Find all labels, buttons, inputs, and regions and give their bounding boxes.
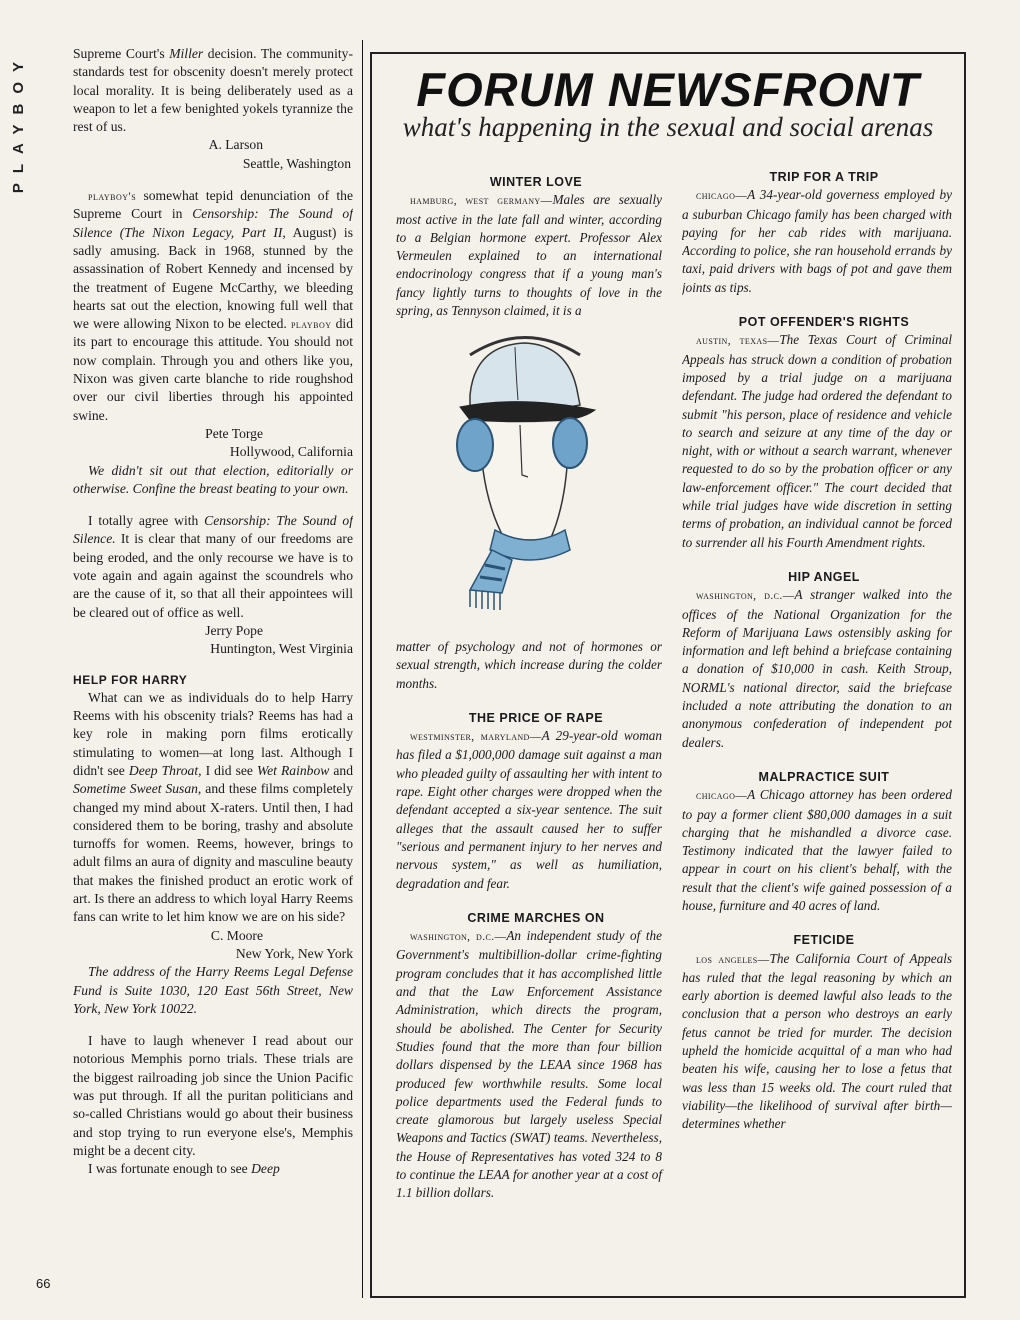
letter-paragraph: I have to laugh whenever I read about our notorious Memphis porno trials. These trials are the biggest railroading job since the Union Pacific was put through. If all the puritan politicians and so-called Christians would go about their business and stop trying to run everyone else's, Memphis might be a decent city. xyxy=(73,1033,353,1158)
letters-column xyxy=(73,45,353,1290)
column-rule xyxy=(362,40,363,1298)
letter-signature: Jerry Pope Huntington, West Virginia xyxy=(205,622,353,657)
news-headline: MALPRACTICE SUIT xyxy=(758,769,890,784)
news-item-winter-love-continued xyxy=(396,638,662,693)
news-body: washington, d.c.—An independent study of the Government's multibillion-dollar crime-fighting program concludes that it has accomplished little and that the Law Enforcement Assistance Administration, which directs the program, should be abolished. The Center for Security Studies found that the more than four billion dollars dispensed by the LEAA since 1968 has produced few worthwhile results. Some local police departments used the Federal funds to create glamorous but largely useless Special Weapons and Tactics (SWAT) teams. Nevertheless, the House of Representatives has voted 324 to 8 to continue the LEAA for another year at a cost of 1.1 billion dollars. xyxy=(396,928,662,1201)
newsfront-column-left xyxy=(396,173,662,336)
newsfront-column-right xyxy=(682,168,952,1288)
news-body: westminster, maryland—A 29-year-old woman has filed a $1,000,000 damage suit against a man who pleaded guilty of assaulting her with intent to rape. Eight other charges were dropped when the defendant accepted a six-year sentence. The suit alleges that the assault caused her to suffer "serious and permanent injury to her nerves and nervous system," as well as humiliation, degradation and fear. xyxy=(396,728,662,891)
news-headline: THE PRICE OF RAPE xyxy=(468,710,604,725)
news-item-winter-love xyxy=(396,173,662,320)
news-headline: WINTER LOVE xyxy=(489,175,583,189)
letter-paragraph: Supreme Court's Miller decision. The community-standards test for obscenity doesn't merely protect local morality. It is being deliberately used as a weapon to let a few benighted yokels tyrannize the rest of us. xyxy=(73,46,353,135)
news-headline: TRIP FOR A TRIP xyxy=(769,170,879,184)
news-headline: HIP ANGEL xyxy=(788,569,860,584)
news-item-hip-angel xyxy=(682,568,952,752)
news-headline: POT OFFENDER'S RIGHTS xyxy=(738,315,910,330)
section-title: FORUM NEWSFRONT xyxy=(416,63,920,116)
letter-signature: C. Moore New York, New York xyxy=(210,927,353,961)
news-body: matter of psychology and not of hormones or sexual strength, which increase during the colder months. xyxy=(396,639,662,691)
news-headline: FETICIDE xyxy=(793,933,855,948)
news-body: chicago—A Chicago attorney has been ordered to pay a former client $80,000 damages in a suit charging that he mishandled a divorce case. Testimony indicated that the lawyer failed to appear in court on his client's behalf, with the result that the client's wife gained possession of a house, furniture and 40 acres of land. xyxy=(682,787,952,913)
earmuffs-man-illustration xyxy=(430,325,600,615)
letter-paragraph: I was fortunate enough to see Deep xyxy=(88,1161,280,1177)
news-headline: CRIME MARCHES ON xyxy=(467,910,605,925)
news-item-crime-marches-on xyxy=(396,909,662,1203)
letter-paragraph: I totally agree with Censorship: The Sound of Silence. It is clear that many of our freedoms are being eroded, and the only recourse we have is to vote again and again against the scoundrels who are the cause of it, so that all their appointees will be cleared out of office as well. xyxy=(73,513,353,620)
news-item-price-of-rape xyxy=(396,709,662,893)
editor-response: The address of the Harry Reems Legal Defense Fund is Suite 1030, 120 East 56th Street, New York, New York 10022. xyxy=(73,964,353,1016)
letter-paragraph: What can we as individuals do to help Harry Reems with his obscenity trials? Reems has had a key role in making porn films erotically stimulating to women—at long last. Although I didn't see Deep Throat, I did see Wet Rainbow and Sometime Sweet Susan, and these films completely changed my mind about X-raters. Until then, I had considered them to be boring, trashy and absolute turnoffs for women. Reems, however, brings to adult films an aura of dignity and masculine beauty that makes the finished product an erotic work of art. Is there an address to which loyal Harry Reems fans can write to let him know we are on his side? xyxy=(73,689,353,925)
letter-signature: A. Larson Seattle, Washington xyxy=(208,137,351,171)
news-body: chicago—A 34-year-old governess employed by a suburban Chicago family has been charged with paying for her cab rides with marijuana. According to police, she ran household errands by taxi, paid drivers with bags of pot and gave them joints as tips. xyxy=(682,187,952,295)
news-body: los angeles—The California Court of Appeals has ruled that the legal reasoning by which an early abortion is deemed lawful also leads to the conclusion that a person who destroys an early fetus cannot be tried for murder. The decision upheld the homicide acquittal of a man who had beaten his wife, causing her to lose a fetus that was less than 15 weeks old. The court ruled that viability—the likelihood of survival after birth—determines whether xyxy=(682,950,952,1132)
magazine-brand-vertical: PLAYBOY xyxy=(10,52,27,194)
letter-signature: Pete Torge Hollywood, California xyxy=(205,425,353,460)
letter-heading: HELP FOR HARRY xyxy=(73,672,188,687)
section-subtitle: what's happening in the sexual and social arenas xyxy=(402,112,934,142)
news-body: austin, texas—The Texas Court of Criminal Appeals has struck down a condition of probation imposed by a trial judge on a marijuana defendant. The judge had ordered the defendant to submit "his person, place of residence and vehicle to search and seizure at any time of the day or night, with or without a search warrant, whenever requested to do so by the probation officer or any law-enforcement officer." The court decided that while trial judges have wide discretion in setting terms of probation, an individual cannot be forced to surrender all his Fourth Amendment rights. xyxy=(682,332,952,550)
page-number: 66 xyxy=(36,1276,51,1291)
letter-paragraph: playboy's somewhat tepid denunciation of the Supreme Court in Censorship: The Sound of Silence (The Nixon Legacy, Part II, August) is sadly amusing. Back in 1968, stunned by the assassination of Robert Kennedy and incensed by the treatment of Eugene McCarthy, we bleeding hearts sat out the election, knowing full well that we were allowing Nixon to be elected. playboy did its part to encourage this attitude. You should not now complain. Through you and others like you, Nixon was given carte blanche to ride roughshod over our civil liberties through his appointed swine. xyxy=(73,188,353,423)
news-item-pot-offenders-rights xyxy=(682,313,952,552)
editor-response: We didn't sit out that election, editorially or otherwise. Confine the breast beating to your own. xyxy=(73,462,353,496)
newsfront-column-left-continued xyxy=(396,638,662,1219)
news-body: washington, d.c.—A stranger walked into the offices of the National Organization for the Reform of Marijuana Laws ostensibly asking for information and left behind a briefcase containing a donation of $10,000 in cash. Keith Stroup, NORML's national director, said the briefcase included a note attributing the donation to an anonymous confederation of independent pot dealers. xyxy=(682,587,952,750)
news-body: hamburg, west germany—Males are sexually most active in the late fall and winter, according to a Belgian hormone expert. Professor Alex Vermeulen explained to an international endocrinology congress that if a young man's fancy lightly turns to thoughts of love in the spring, as Tennyson claimed, it is a xyxy=(396,192,662,319)
news-item-malpractice-suit xyxy=(682,768,952,915)
news-item-feticide xyxy=(682,931,952,1133)
news-item-trip-for-a-trip xyxy=(682,168,952,297)
